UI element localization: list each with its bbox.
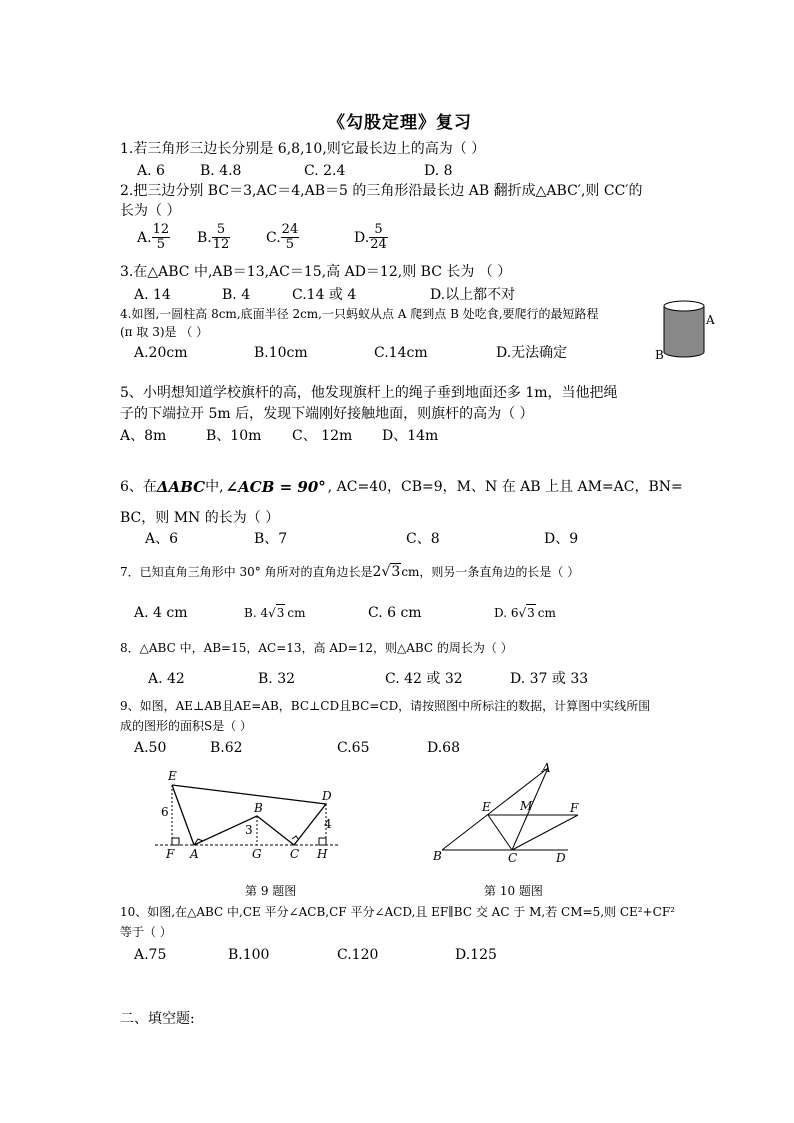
fig9-label-g: G: [252, 847, 262, 861]
fig9-label-h: H: [317, 847, 328, 861]
q2-option-b: B. $\frac{5}{12}$: [197, 222, 230, 252]
q4-line2: (π 取 3)是 （ ）: [120, 325, 209, 339]
q1-option-d: D. 8: [424, 163, 453, 179]
q8-option-c: C. 42 或 32: [385, 671, 463, 687]
q2-option-d: D. $\frac{5}{24}$: [354, 222, 387, 252]
q2-option-c: C. $\frac{24}{5}$: [266, 222, 299, 252]
q9-option-b: B.62: [210, 740, 243, 756]
q5-option-a: A、8m: [120, 428, 167, 444]
q8-option-d: D. 37 或 33: [510, 671, 589, 687]
q6-option-d: D、9: [544, 531, 579, 547]
q7-option-d: D. 6 √ 3 cm: [494, 605, 556, 620]
fig9-label-c: C: [290, 847, 300, 861]
fig10-label-d: D: [556, 851, 566, 865]
q3-option-b: B. 4: [222, 287, 251, 303]
q4-option-c: C.14cm: [374, 345, 428, 361]
q6-option-a: A、6: [145, 531, 179, 547]
q7-option-a: A. 4 cm: [134, 605, 188, 621]
q9-line1: 9、如图，AE⊥AB且AE=AB，BC⊥CD且BC=CD，请按照图中所标注的数据，计算图中实线所围: [120, 699, 651, 713]
q10-option-b: B.100: [228, 947, 270, 963]
fig10-label-e: E: [482, 800, 491, 814]
fig9-label-d: D: [322, 789, 332, 803]
q2-line2: 长为（ ）: [120, 203, 181, 219]
q8-stem: 8．△ABC 中，AB=15，AC=13，高 AD=12，则△ABC 的周长为（ ）: [120, 641, 513, 655]
fig10-label-f: F: [570, 801, 579, 815]
q10-option-a: A.75: [134, 947, 167, 963]
page-title: 《勾股定理》复习: [328, 113, 472, 133]
q5-line1: 5、小明想知道学校旗杆的高，他发现旗杆上的绳子垂到地面还多 1m，当他把绳: [120, 385, 618, 401]
cylinder-label-b: B: [655, 348, 664, 362]
q1-stem: 1.若三角形三边长分别是 6,8,10,则它最长边上的高为（ ）: [120, 141, 486, 157]
q7-option-b: B. 4 √ 3 cm: [244, 605, 306, 620]
q1-option-a: A. 6: [137, 163, 165, 179]
figure-9: [150, 768, 350, 864]
q5-line2: 子的下端拉开 5m 后，发现下端刚好接触地面，则旗杆的高为（ ）: [120, 406, 534, 422]
q6-line1: 6、在 ΔABC 中, ∠ACB = 90° , AC=40，CB=9，M、N 在 AB 上且 AM=AC，BN=: [120, 478, 683, 496]
figure-9-caption: 第 9 题图: [245, 884, 297, 898]
q5-option-c: C、 12m: [292, 428, 353, 444]
fig10-label-b: B: [433, 849, 442, 863]
q6-line2: BC，则 MN 的长为（ ）: [120, 510, 280, 526]
q3-option-a: A. 14: [134, 287, 171, 303]
fig10-label-c: C: [508, 851, 518, 865]
fig9-label-e: E: [168, 769, 177, 783]
q6-option-c: C、8: [406, 531, 440, 547]
section-2-heading: 二、填空题:: [120, 1011, 195, 1027]
fig9-label-f: F: [166, 847, 175, 861]
q10-line2: 等于（ ）: [120, 925, 172, 939]
figure-10-caption: 第 10 题图: [484, 884, 543, 898]
q1-option-c: C. 2.4: [304, 163, 346, 179]
q9-option-d: D.68: [427, 740, 460, 756]
fig9-label-3: 3: [245, 823, 253, 837]
fig9-label-4: 4: [324, 817, 332, 831]
q4-option-a: A.20cm: [134, 345, 188, 361]
fig10-label-a: A: [542, 761, 551, 775]
q9-line2: 成的图形的面积S是（ ）: [120, 719, 253, 733]
q4-option-d: D.无法确定: [496, 345, 568, 361]
q1-option-b: B. 4.8: [200, 163, 242, 179]
q7-stem: 7．已知直角三角形中 30° 角所对的直角边长是 2 √ 3 cm，则另一条直角边的长是（ ）: [120, 563, 580, 580]
q9-option-a: A.50: [134, 740, 167, 756]
q5-option-d: D、14m: [382, 428, 439, 444]
q4-line1: 4.如图,一圆柱高 8cm,底面半径 2cm,一只蚂蚁从点 A 爬到点 B 处吃食,要爬行的最短路程: [120, 307, 599, 321]
cylinder-label-a: A: [706, 313, 715, 327]
q8-option-a: A. 42: [148, 671, 185, 687]
q8-option-b: B. 32: [258, 671, 296, 687]
q10-option-d: D.125: [455, 947, 497, 963]
q10-option-c: C.120: [337, 947, 379, 963]
q9-option-c: C.65: [337, 740, 370, 756]
q3-option-d: D.以上都不对: [430, 287, 516, 303]
fig9-label-a: A: [190, 847, 199, 861]
q6-option-b: B、7: [254, 531, 288, 547]
fig9-label-6: 6: [161, 805, 169, 819]
q10-line1: 10、如图,在△ABC 中,CE 平分∠ACB,CF 平分∠ACD,且 EF∥BC 交 AC 于 M,若 CM=5,则 CE²+CF²: [120, 905, 675, 919]
q7-option-c: C. 6 cm: [368, 605, 422, 621]
fig10-label-m: M: [520, 799, 533, 813]
q2-line1: 2.把三边分别 BC＝3,AC＝4,AB＝5 的三角形沿最长边 AB 翻折成△ABC′,则 CC′的: [120, 183, 643, 199]
q4-option-b: B.10cm: [254, 345, 308, 361]
q5-option-b: B、10m: [206, 428, 262, 444]
q3-stem: 3.在△ABC 中,AB＝13,AC＝15,高 AD＝12,则 BC 长为 （ ）: [120, 264, 512, 280]
cylinder-figure: [656, 296, 726, 362]
q2-option-a: A. $\frac{12}{5}$: [137, 222, 170, 252]
figure-10: [430, 760, 600, 866]
fig9-label-b: B: [254, 801, 263, 815]
q3-option-c: C.14 或 4: [292, 287, 357, 303]
